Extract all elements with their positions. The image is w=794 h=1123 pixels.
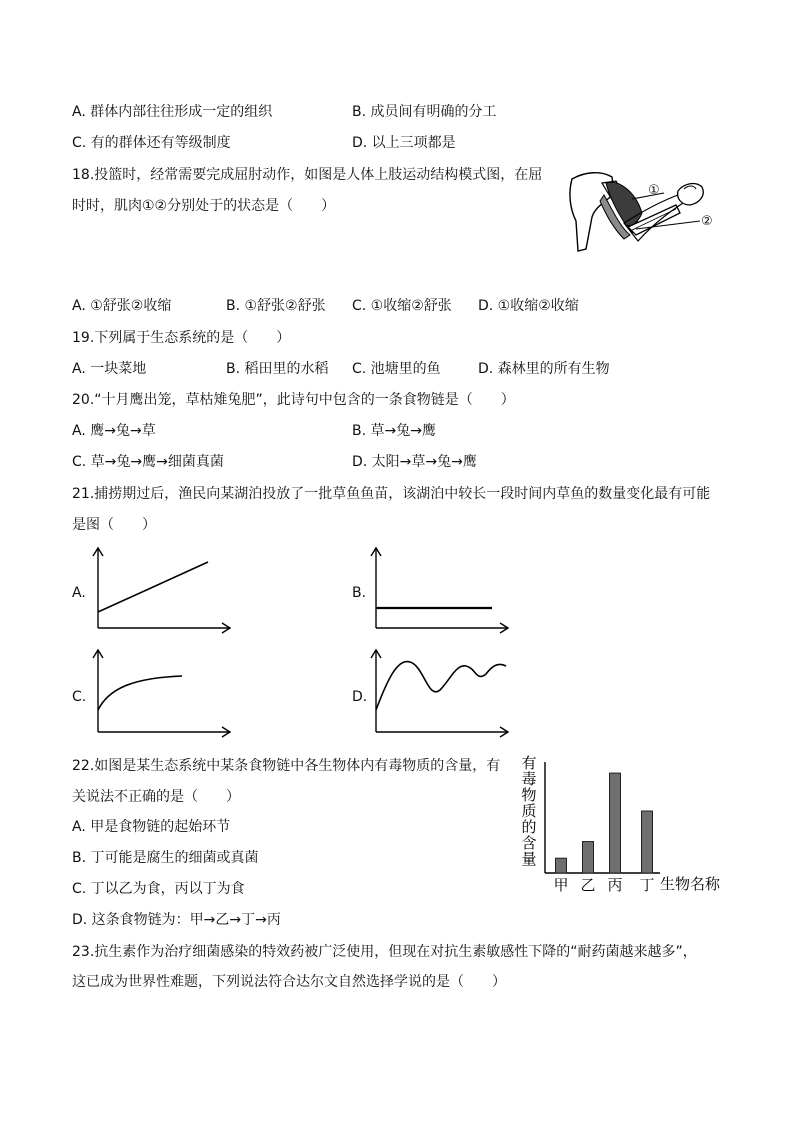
- q19-option-d: D. 森林里的所有生物: [478, 361, 610, 377]
- q20-option-c: C. 草→兔→鹰→细菌真菌: [72, 454, 224, 470]
- arm-muscle-figure: [566, 165, 726, 257]
- graph-d-oscillating: [368, 648, 510, 736]
- y-axis-label-char: 含: [521, 834, 537, 852]
- q22-option-d: D. 这条食物链为：甲→乙→丁→丙: [72, 912, 281, 928]
- y-axis-label-char: 量: [521, 850, 537, 868]
- y-axis-label-char: 的: [521, 818, 537, 836]
- x-tick-label: 丁: [639, 876, 655, 894]
- graph-a-linear-growth: [90, 546, 232, 632]
- q19-stem: 19.下列属于生态系统的是（ ）: [72, 330, 291, 346]
- toxin-content-bar-chart: [515, 752, 730, 898]
- q17-option-d: D. 以上三项都是: [352, 135, 456, 151]
- q19-option-a: A. 一块菜地: [72, 361, 147, 377]
- q21-stem-line1: 21.捕捞期过后，渔民向某湖泊投放了一批草鱼鱼苗，该湖泊中较长一段时间内草鱼的数量变化最有可能: [72, 486, 711, 502]
- q18-stem-line2: 时时，肌肉①②分别处于的状态是（ ）: [72, 198, 336, 214]
- bar-2: [583, 842, 594, 873]
- bar-1: [556, 858, 567, 873]
- q18-stem-line1: 18.投篮时，经常需要完成屈肘动作，如图是人体上肢运动结构模式图，在屈: [72, 167, 543, 183]
- q19-option-c: C. 池塘里的鱼: [352, 361, 441, 377]
- q22-option-b: B. 丁可能是腐生的细菌或真菌: [72, 850, 259, 866]
- graph-d-label: D.: [352, 689, 368, 705]
- q17-option-b: B. 成员间有明确的分工: [352, 104, 497, 120]
- q23-stem-line1: 23.抗生素作为治疗细菌感染的特效药被广泛使用，但现在对抗生素敏感性下降的“耐药菌越来越多”，: [72, 944, 697, 960]
- graph-b-label: B.: [352, 585, 367, 601]
- y-axis-label-char: 质: [521, 802, 537, 820]
- q19-option-b: B. 稻田里的水稻: [226, 361, 329, 377]
- muscle-label-2: ②: [701, 214, 713, 229]
- q18-option-a: A. ①舒张②收缩: [72, 298, 172, 314]
- bar-3: [610, 773, 621, 873]
- q20-stem: 20.“十月鹰出笼，草枯雉兔肥”，此诗句中包含的一条食物链是（ ）: [72, 392, 515, 408]
- y-axis-label-char: 毒: [521, 770, 537, 788]
- q18-option-c: C. ①收缩②舒张: [352, 298, 452, 314]
- y-axis-label-char: 物: [521, 786, 537, 804]
- graph-c-saturating: [90, 648, 232, 736]
- x-axis-label: 生物名称: [660, 875, 721, 893]
- q20-option-b: B. 草→兔→鹰: [352, 423, 436, 439]
- q22-option-a: A. 甲是食物链的起始环节: [72, 819, 231, 835]
- q20-option-d: D. 太阳→草→兔→鹰: [352, 454, 477, 470]
- q18-option-d: D. ①收缩②收缩: [478, 298, 579, 314]
- q22-stem-line2: 关说法不正确的是（ ）: [72, 789, 240, 805]
- q22-stem-line1: 22.如图是某生态系统中某条食物链中各生物体内有毒物质的含量，有: [72, 758, 501, 774]
- muscle-label-1: ①: [648, 183, 660, 198]
- x-tick-label: 乙: [580, 876, 596, 894]
- q17-option-a: A. 群体内部往往形成一定的组织: [72, 104, 273, 120]
- q21-stem-line2: 是图（ ）: [72, 517, 156, 533]
- x-tick-label: 丙: [607, 876, 623, 894]
- q23-stem-line2: 这已成为世界性难题，下列说法符合达尔文自然选择学说的是（ ）: [72, 974, 506, 990]
- bar-4: [642, 811, 653, 873]
- q22-option-c: C. 丁以乙为食，丙以丁为食: [72, 881, 245, 897]
- q18-option-b: B. ①舒张②舒张: [226, 298, 326, 314]
- y-axis-label-char: 有: [521, 754, 537, 772]
- graph-c-label: C.: [72, 689, 87, 705]
- x-tick-label: 甲: [553, 876, 569, 894]
- q17-option-c: C. 有的群体还有等级制度: [72, 135, 231, 151]
- y-axis-label: [521, 754, 536, 868]
- q20-option-a: A. 鹰→兔→草: [72, 423, 156, 439]
- graph-b-constant: [368, 546, 510, 632]
- graph-a-label: A.: [72, 585, 86, 601]
